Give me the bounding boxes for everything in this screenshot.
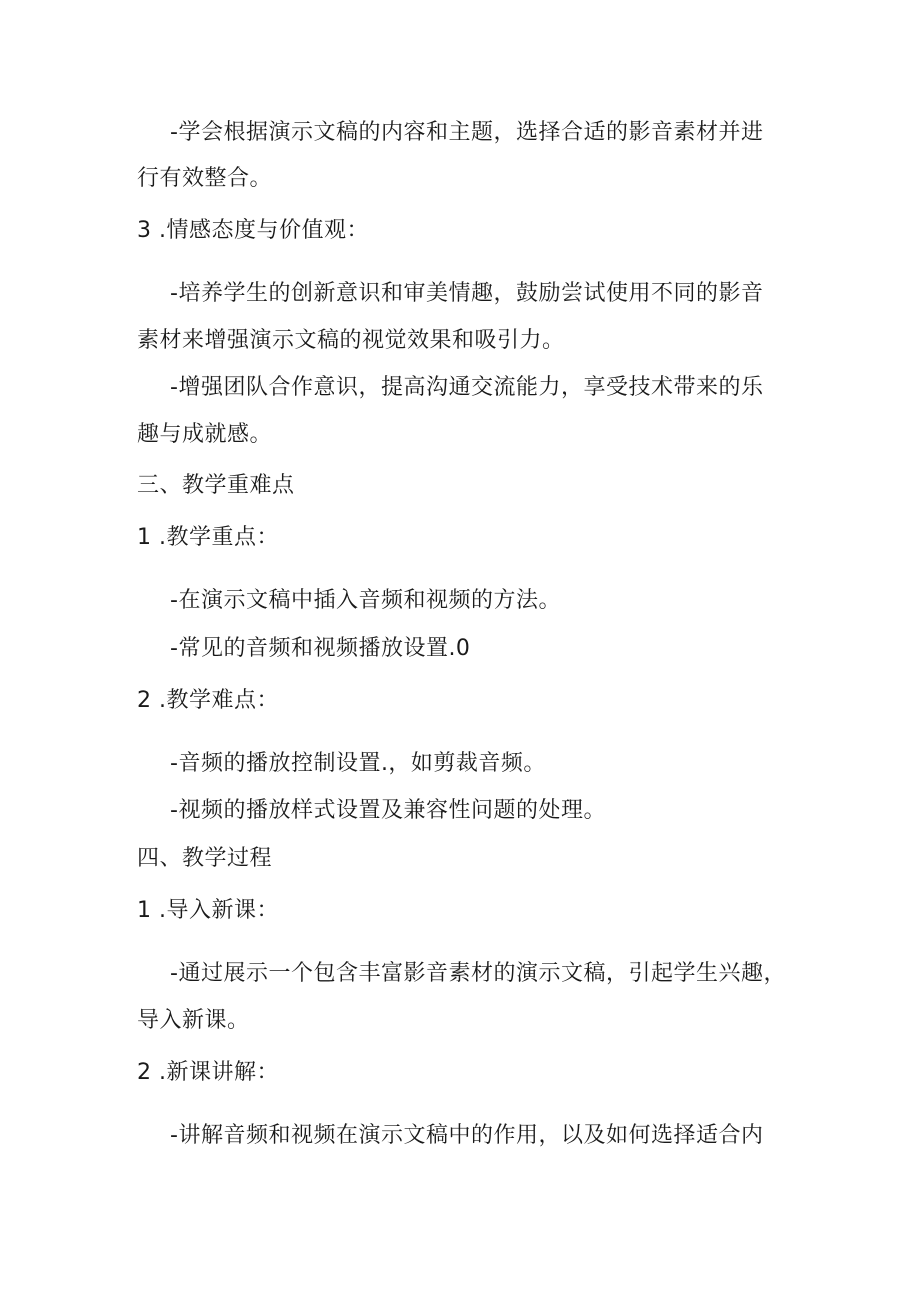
paragraph-line: -增强团队合作意识，提高沟通交流能力，享受技术带来的乐	[170, 375, 764, 400]
subheading: 1 .导入新课：	[137, 898, 279, 923]
subheading: 2 .新课讲解：	[137, 1060, 279, 1085]
section-heading: 三、教学重难点	[137, 473, 295, 498]
subheading: 3 .情感态度与价值观：	[137, 218, 369, 243]
paragraph-line: 导入新课。	[137, 1008, 250, 1033]
list-item: -常见的音频和视频播放设置.0	[170, 636, 471, 661]
paragraph-line: -讲解音频和视频在演示文稿中的作用，以及如何选择适合内	[170, 1123, 764, 1148]
list-item: -视频的播放样式设置及兼容性问题的处理。	[170, 798, 606, 823]
paragraph-line: -培养学生的创新意识和审美情趣，鼓励尝试使用不同的影音	[170, 281, 764, 306]
paragraph-line: -通过展示一个包含丰富影音素材的演示文稿，引起学生兴趣，	[170, 961, 786, 986]
paragraph-line: -学会根据演示文稿的内容和主题，选择合适的影音素材并进	[170, 120, 764, 145]
subheading: 1 .教学重点：	[137, 525, 279, 550]
subheading: 2 .教学难点：	[137, 688, 279, 713]
list-item: -音频的播放控制设置.，如剪裁音频。	[170, 751, 546, 776]
paragraph-line: 行有效整合。	[137, 166, 273, 191]
paragraph-line: 趣与成就感。	[137, 422, 273, 447]
list-item: -在演示文稿中插入音频和视频的方法。	[170, 588, 561, 613]
section-heading: 四、教学过程	[137, 846, 273, 871]
paragraph-line: 素材来增强演示文稿的视觉效果和吸引力。	[137, 328, 565, 353]
